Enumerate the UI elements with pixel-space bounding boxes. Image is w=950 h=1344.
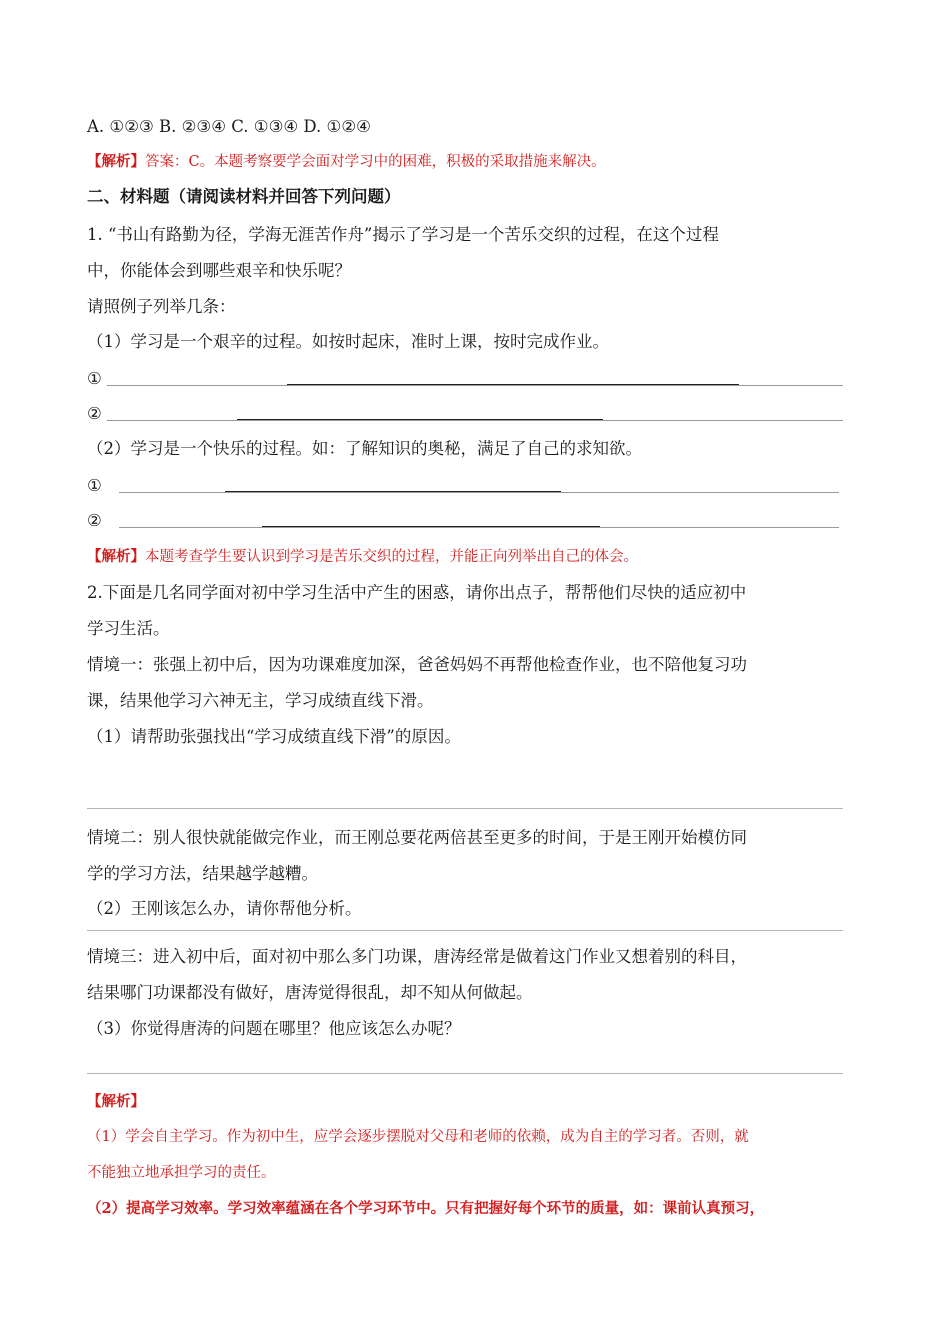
analysis-3-a1-line-1: （1）学会自主学习。作为初中生，应学会逐步摆脱对父母和老师的依赖，成为自主的学习者。否则，就 [87,1129,749,1145]
underline [119,492,839,493]
scenario-2-line-1: 情境二：别人很快就能做完作业，而王刚总要花两倍甚至更多的时间，于是王刚开始模仿同 [87,828,747,847]
answer-blank-row[interactable] [87,509,847,533]
underline [225,491,561,492]
q2-line-2: 学习生活。 [87,619,170,638]
underline [107,385,843,386]
analysis-1 [87,150,606,174]
analysis-text: 答案：C。本题考察要学会面对学习中的困难，积极的采取措施来解决。 [145,154,606,170]
q1-line-1: 1. “书山有路勤为径，学海无涯苦作舟”揭示了学习是一个苦乐交织的过程，在这个过程 [87,225,719,244]
q1-part-1: （1）学习是一个艰辛的过程。如按时起床，准时上课，按时完成作业。 [87,332,609,351]
q1-part-2: （2）学习是一个快乐的过程。如：了解知识的奥秘，满足了自己的求知欲。 [87,439,642,458]
scenario-2-question: （2）王刚该怎么办，请你帮他分析。 [87,899,362,918]
answer-line[interactable] [87,808,843,809]
scenario-3-question: （3）你觉得唐涛的问题在哪里？他应该怎么办呢？ [87,1019,461,1038]
answer-line[interactable] [87,1073,843,1074]
circled-number: ② [87,404,102,423]
scenario-3-line-1: 情境三：进入初中后，面对初中那么多门功课，唐涛经常是做着这门作业又想着别的科目， [87,947,747,966]
q1-line-3: 请照例子列举几条： [87,297,236,316]
analysis-tag: 【解析】 [87,548,145,565]
circled-number: ① [87,369,102,388]
section-2-title: 二、材料题（请阅读材料并回答下列问题） [87,187,401,206]
scenario-1-question: （1）请帮助张强找出“学习成绩直线下滑”的原因。 [87,727,461,746]
analysis-text: 本题考查学生要认识到学习是苦乐交织的过程，并能正向列举出自己的体会。 [145,549,638,565]
underline [287,384,739,385]
scenario-1-line-1: 情境一：张强上初中后，因为功课难度加深，爸爸妈妈不再帮他检查作业，也不陪他复习功 [87,655,747,674]
analysis-3-a1-line-2: 不能独立地承担学习的责任。 [87,1165,276,1181]
underline [119,527,839,528]
underline [262,526,600,527]
q2-line-1: 2.下面是几名同学面对初中学习生活中产生的困惑，请你出点子，帮帮他们尽快的适应初中 [87,583,747,602]
scenario-2-line-2: 学的学习方法，结果越学越糟。 [87,864,318,883]
analysis-3-a2-line-1: （2）提高学习效率。学习效率蕴涵在各个学习环节中。只有把握好每个环节的质量，如：课前认真预习， [87,1200,765,1217]
analysis-3-tag [87,1090,145,1114]
answer-blank-row[interactable] [87,474,847,498]
underline [107,420,843,421]
answer-blank-row[interactable] [87,402,847,426]
q1-line-2: 中，你能体会到哪些艰辛和快乐呢？ [87,261,351,280]
analysis-tag: 【解析】 [87,1093,145,1110]
answer-line[interactable] [87,930,843,931]
circled-number: ② [87,511,102,530]
underline [237,419,603,420]
answer-blank-row[interactable] [87,367,847,391]
answer-options: A. ①②③ B. ②③④ C. ①③④ D. ①②④ [87,117,371,136]
scenario-1-line-2: 课，结果他学习六神无主，学习成绩直线下滑。 [87,691,434,710]
circled-number: ① [87,476,102,495]
analysis-tag: 【解析】 [87,153,145,170]
analysis-2 [87,545,638,569]
scenario-3-line-2: 结果哪门功课都没有做好，唐涛觉得很乱，却不知从何做起。 [87,983,533,1002]
